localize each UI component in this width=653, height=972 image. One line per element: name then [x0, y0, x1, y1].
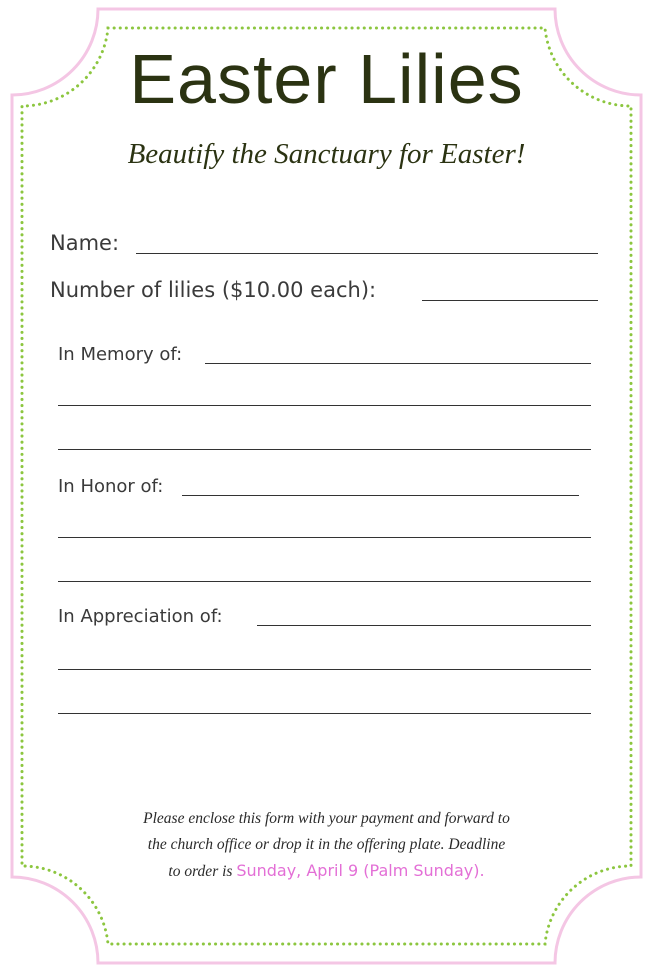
memory-line-1[interactable]	[205, 363, 591, 364]
deadline-text: Sunday, April 9 (Palm Sunday).	[236, 861, 485, 880]
instructions-line-3	[0, 858, 653, 885]
honor-line-1[interactable]	[182, 495, 579, 496]
instructions-line-1: Please enclose this form with your payment and forward to	[143, 810, 510, 827]
name-line[interactable]	[136, 253, 598, 254]
honor-label: In Honor of:	[58, 476, 164, 497]
instructions	[0, 806, 653, 885]
memory-label: In Memory of:	[58, 344, 183, 365]
honor-line-3[interactable]	[58, 581, 591, 582]
appreciation-label: In Appreciation of:	[58, 606, 223, 627]
appreciation-line-2[interactable]	[58, 669, 591, 670]
lilies-line[interactable]	[422, 300, 598, 301]
form-subtitle: Beautify the Sanctuary for Easter!	[127, 138, 526, 170]
honor-line-2[interactable]	[58, 537, 591, 538]
instructions-line-2: the church office or drop it in the offering plate. Deadline	[147, 836, 506, 853]
appreciation-line-3[interactable]	[58, 713, 591, 714]
memory-line-3[interactable]	[58, 449, 591, 450]
name-label: Name:	[50, 231, 120, 255]
lilies-label: Number of lilies ($10.00 each):	[50, 278, 377, 302]
appreciation-line-1[interactable]	[257, 625, 591, 626]
form-title: Easter Lilies	[129, 40, 524, 118]
instructions-prefix: to order is	[168, 863, 233, 880]
memory-line-2[interactable]	[58, 405, 591, 406]
